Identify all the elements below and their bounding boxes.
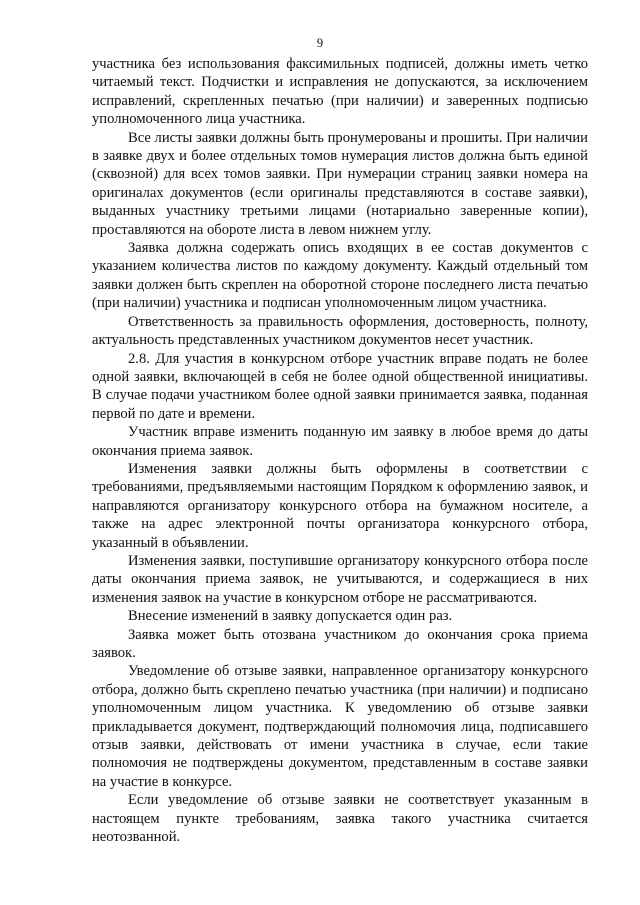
paragraph-withdrawal-notice: Уведомление об отзыве заявки, направленное организатору конкурсного отбора, должно быть скреплено печатью участника (при наличии) и подписано уполномоченным лицом участника. К уведомлению об отзыве заявки прикладывается документ, подтверждающий полномочия лица, подписавшего отзыв заявки, действовать от имени участника в случае, если такие полномочия не подтверждены документом, представленным в составе заявки на участие в конкурсе. [92, 663, 588, 790]
paragraph-change-once: Внесение изменений в заявку допускается один раз. [128, 608, 453, 625]
paragraph-withdrawal: Заявка может быть отозвана участником до окончания срока приема заявок. [92, 626, 588, 661]
document-body [92, 55, 588, 846]
page-number: 9 [316, 36, 324, 50]
paragraph-notice-nonconforming: Если уведомление об отзыве заявки не соответствует указанным в настоящем пункте требованиям, заявка такого участника считается неотозванной. [92, 792, 588, 846]
paragraph-change-right: Участник вправе изменить поданную им заявку в любое время до даты окончания приема заявок. [92, 424, 588, 459]
paragraph-continuation: участника без использования факсимильных подписей, должны иметь четко читаемый текст. Подчистки и исправления не допускаются, за исключением исправлений, скрепленных печатью (при наличии) и заверенных подписью уполномоченного лица участника. [92, 56, 588, 128]
paragraph-clause-2-8: 2.8. Для участия в конкурсном отборе участник вправе подать не более одной заявки, включающей в себя не более одной общественной инициативы. В случае подачи участником более одной заявки принимается заявка, поданная первой по дате и времени. [92, 350, 588, 422]
paragraph-late-changes: Изменения заявки, поступившие организатору конкурсного отбора после даты окончания приема заявок, не учитываются, и содержащиеся в них изменения заявок на участие в конкурсном отборе не рассматриваются. [92, 552, 588, 606]
paragraph-change-format: Изменения заявки должны быть оформлены в соответствии с требованиями, предъявляемыми настоящим Порядком к оформлению заявок, и направляются организатору конкурсного отбора на бумажном носителе, а также на адрес электронной почты организатора конкурсного отбора, указанный в объявлении. [92, 460, 588, 551]
paragraph-responsibility: Ответственность за правильность оформления, достоверность, полноту, актуальность представленных участником документов несет участник. [92, 313, 588, 349]
paragraph-inventory: Заявка должна содержать опись входящих в ее состав документов с указанием количества листов по каждому документу. Каждый отдельный том заявки должен быть скреплен на оборотной стороне последнего листа печатью (при наличии) участника и подписан уполномоченным лицом участника. [92, 240, 588, 312]
paragraph-sheet-numbering: Все листы заявки должны быть пронумерованы и прошиты. При наличии в заявке двух и более отдельных томов нумерация листов должна быть единой (сквозной) для всех томов заявки. При нумерации страниц заявки номера на оригиналах документов (если оригиналы представляются в составе заявки), выданных участнику третьими лицами (нотариально заверенные копии), проставляются на обороте листа в левом нижнем углу. [92, 129, 588, 238]
